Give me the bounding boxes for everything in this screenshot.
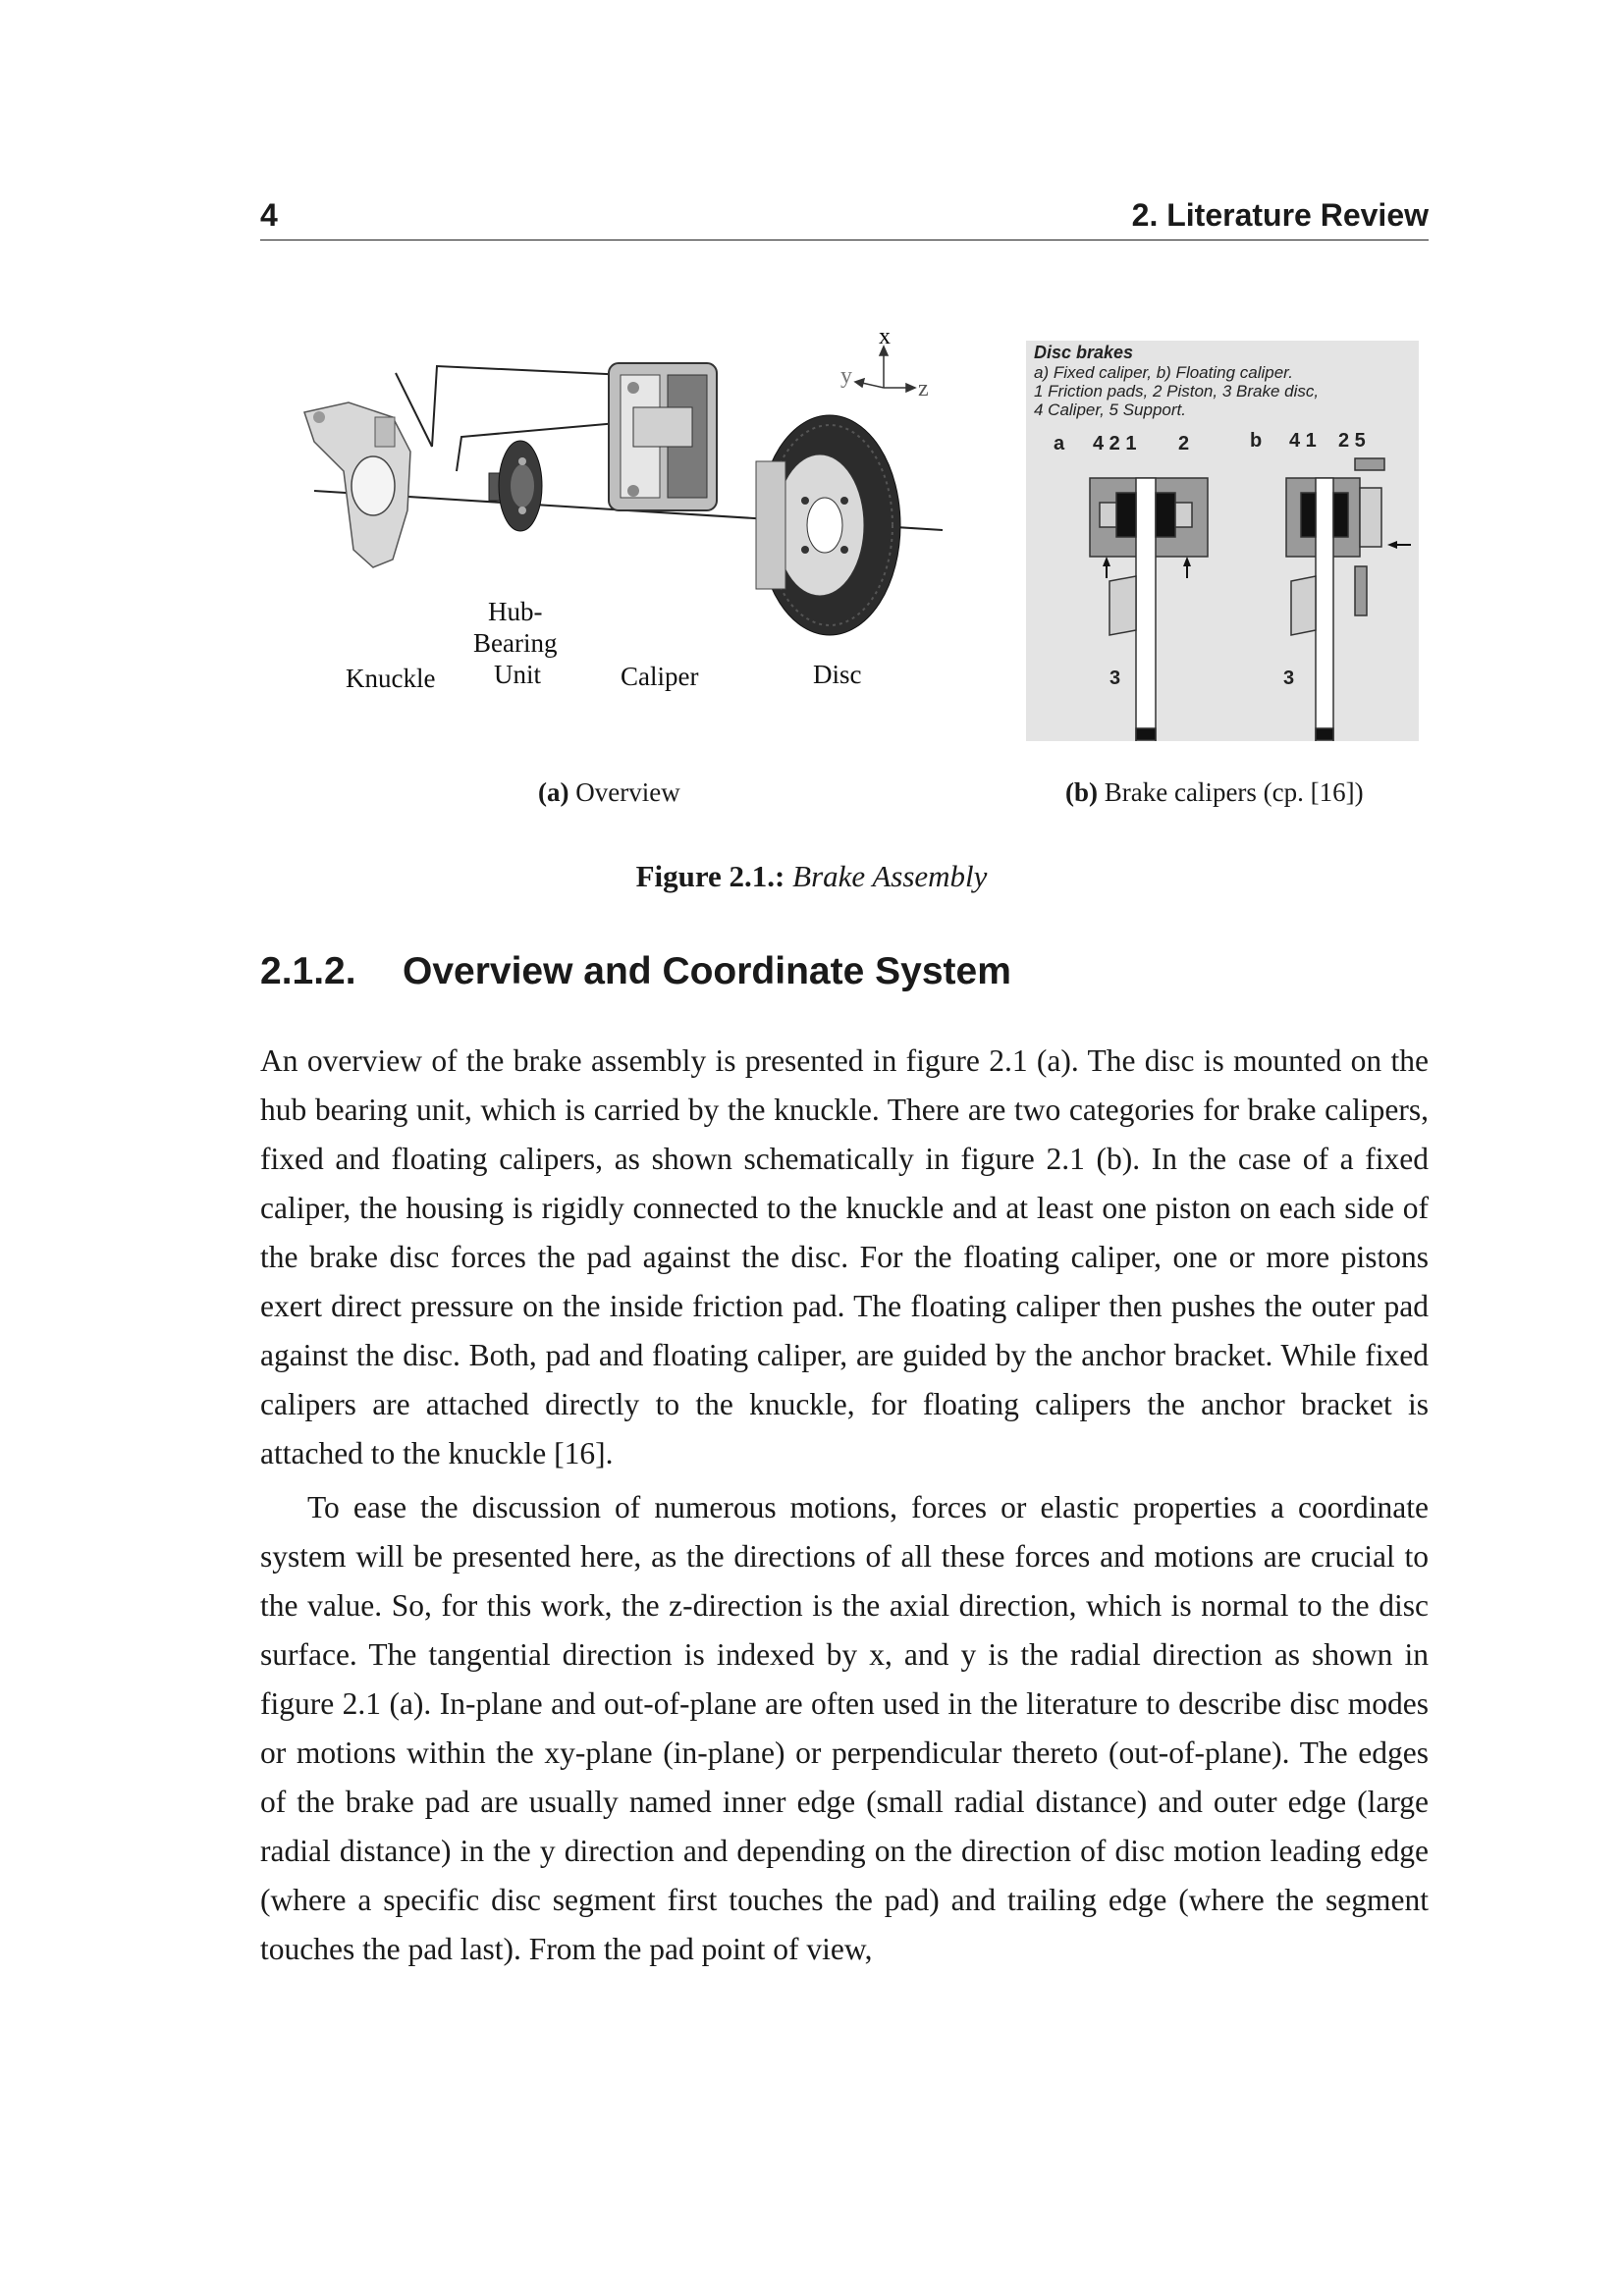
- panel-b-title: Disc brakes: [1034, 343, 1134, 362]
- disc-label-a: 3: [1109, 667, 1121, 689]
- figure-caption: [0, 859, 1623, 894]
- label-a: a: [1054, 433, 1065, 454]
- subcaption-b: [1065, 777, 1364, 808]
- figure-caption-label: Figure 2.1.:: [635, 859, 785, 893]
- label-a-piston: 2: [1178, 433, 1190, 454]
- section-number: 2.1.2.: [260, 950, 356, 992]
- label-b: b: [1250, 430, 1263, 452]
- disc-part: [756, 415, 900, 635]
- body-paragraph-2: To ease the discussion of numerous motions, forces or elastic properties a coordinate system will be presented here, as the directions of all these forces and motions are crucial to the value. So, for this work, the z-direction is the axial direction, which is normal to the disc surface. The tangential direction is indexed by x, and y is the radial direction as shown in figure 2.1 (a). In-plane and out-of-plane are often used in the literature to describe disc modes or motions within the xy-plane (in-plane) or perpendicular thereto (out-of-plane). The edges of the brake pad are usually named inner edge (small radial distance) and outer edge (large radial distance) in the y direction and depending on the direction of disc motion leading edge (where a specific disc segment first touches the pad) and trailing edge (where the segment touches the pad last). From the pad point of view,: [260, 1490, 1429, 1966]
- panel-b-legend-2: 1 Friction pads, 2 Piston, 3 Brake disc,: [1034, 382, 1320, 400]
- label-a-parts: 4 2 1: [1093, 433, 1137, 454]
- subcaption-a-text: Overview: [568, 777, 680, 807]
- section-title: Overview and Coordinate System: [403, 950, 1011, 992]
- axis-y-label: y: [840, 363, 852, 389]
- disc-label-b: 3: [1283, 667, 1295, 689]
- hub-label-line1: Hub-: [488, 597, 543, 626]
- page-header: [260, 196, 1429, 240]
- label-b-parts: 4 1: [1289, 430, 1317, 452]
- hub-label-line2: Bearing: [473, 628, 558, 658]
- knuckle-part: [304, 402, 410, 567]
- subcaption-b-text: Brake calipers (cp. [16]): [1098, 777, 1364, 807]
- section-heading: [260, 950, 1011, 993]
- knuckle-label: Knuckle: [346, 664, 436, 693]
- hub-bearing-part: [489, 441, 542, 531]
- chapter-title: 2. Literature Review: [1131, 197, 1429, 233]
- body-paragraph-1: An overview of the brake assembly is presented in figure 2.1 (a). The disc is mounted on the hub bearing unit, which is carried by the knuckle. There are two categories for brake calipers, fixed and floating calipers, as shown schematically in figure 2.1 (b). In the case of a fixed caliper, the housing is rigidly connected to the knuckle and at least one piston on each side of the brake disc forces the pad against the disc. For the floating caliper, one or more pistons exert direct pressure on the inside friction pad. The floating caliper then pushes the outer pad against the disc. Both, pad and floating caliper, are guided by the anchor bracket. While fixed calipers are attached directly to the knuckle, for floating calipers the anchor bracket is attached to the knuckle [16].: [260, 1043, 1429, 1470]
- axis-x-label: x: [879, 324, 891, 349]
- figure-caption-text: Brake Assembly: [792, 859, 988, 893]
- disc-label: Disc: [813, 660, 862, 689]
- figure-panel-b-calipers: [1026, 341, 1419, 741]
- label-b-support: 2 5: [1338, 430, 1366, 452]
- panel-b-legend-1: a) Fixed caliper, b) Floating caliper.: [1034, 363, 1293, 382]
- hub-label-line3: Unit: [494, 660, 542, 689]
- subcaption-a: [538, 777, 680, 808]
- caliper-part: [609, 363, 717, 510]
- panel-b-legend-3: 4 Caliper, 5 Support.: [1034, 400, 1186, 419]
- figure-panel-a-overview: [295, 314, 962, 707]
- coordinate-axes: [855, 347, 915, 392]
- page-number: 4: [260, 197, 278, 233]
- caliper-label: Caliper: [621, 662, 699, 691]
- subcaption-a-key: (a): [538, 777, 569, 807]
- axis-z-label: z: [918, 376, 929, 401]
- subcaption-b-key: (b): [1065, 777, 1098, 807]
